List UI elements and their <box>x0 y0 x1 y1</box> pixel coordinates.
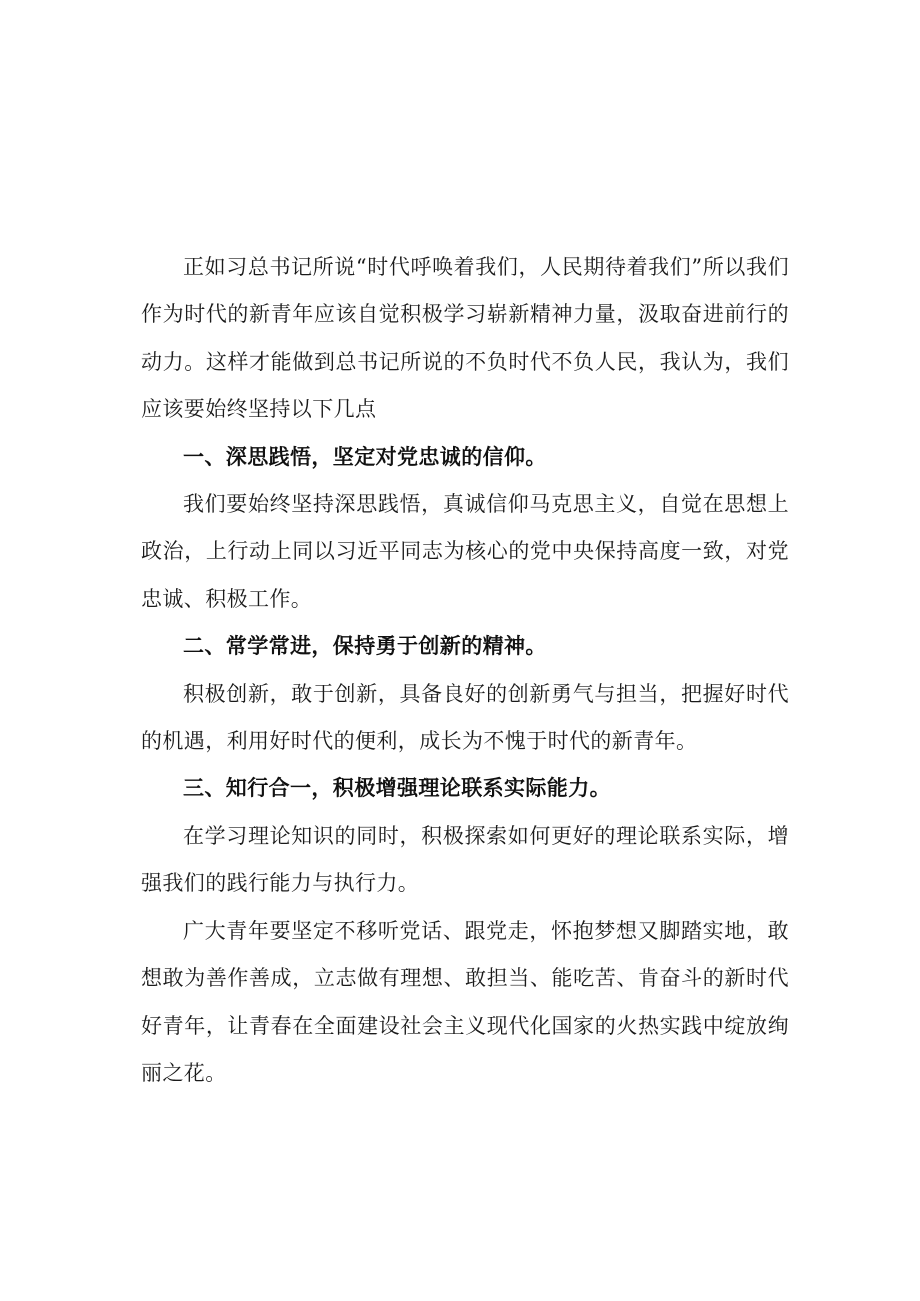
section-heading-2: 二、常学常进，保持勇于创新的精神。 <box>183 634 547 659</box>
intro-paragraph: 正如习总书记所说“时代呼唤着我们，人民期待着我们”所以我们作为时代的新青年应该自觉积极学习崭新精神力量，汲取奋进前行的动力。这样才能做到总书记所说的不负时代不负人民，我认为，我们应该要始终坚持以下几点 <box>141 255 789 422</box>
section-body-3: 在学习理论知识的同时，积极探索如何更好的理论联系实际，增强我们的践行能力与执行力。 <box>141 823 789 896</box>
section-heading-3: 三、知行合一，积极增强理论联系实际能力。 <box>183 776 611 801</box>
section-body-2: 积极创新，敢于创新，具备良好的创新勇气与担当，把握好时代的机遇，利用好时代的便利，成长为不愧于时代的新青年。 <box>141 681 789 754</box>
section-body-1: 我们要始终坚持深思践悟，真诚信仰马克思主义，自觉在思想上政治，上行动上同以习近平同志为核心的党中央保持高度一致，对党忠诚、积极工作。 <box>141 492 789 611</box>
document-body <box>141 244 789 1097</box>
section-heading-1: 一、深思践悟，坚定对党忠诚的信仰。 <box>183 444 547 469</box>
closing-paragraph: 广大青年要坚定不移听党话、跟党走，怀抱梦想又脚踏实地，敢想敢为善作善成，立志做有理想、敢担当、能吃苦、肯奋斗的新时代好青年，让青春在全面建设社会主义现代化国家的火热实践中绽放绚丽之花。 <box>141 918 789 1085</box>
